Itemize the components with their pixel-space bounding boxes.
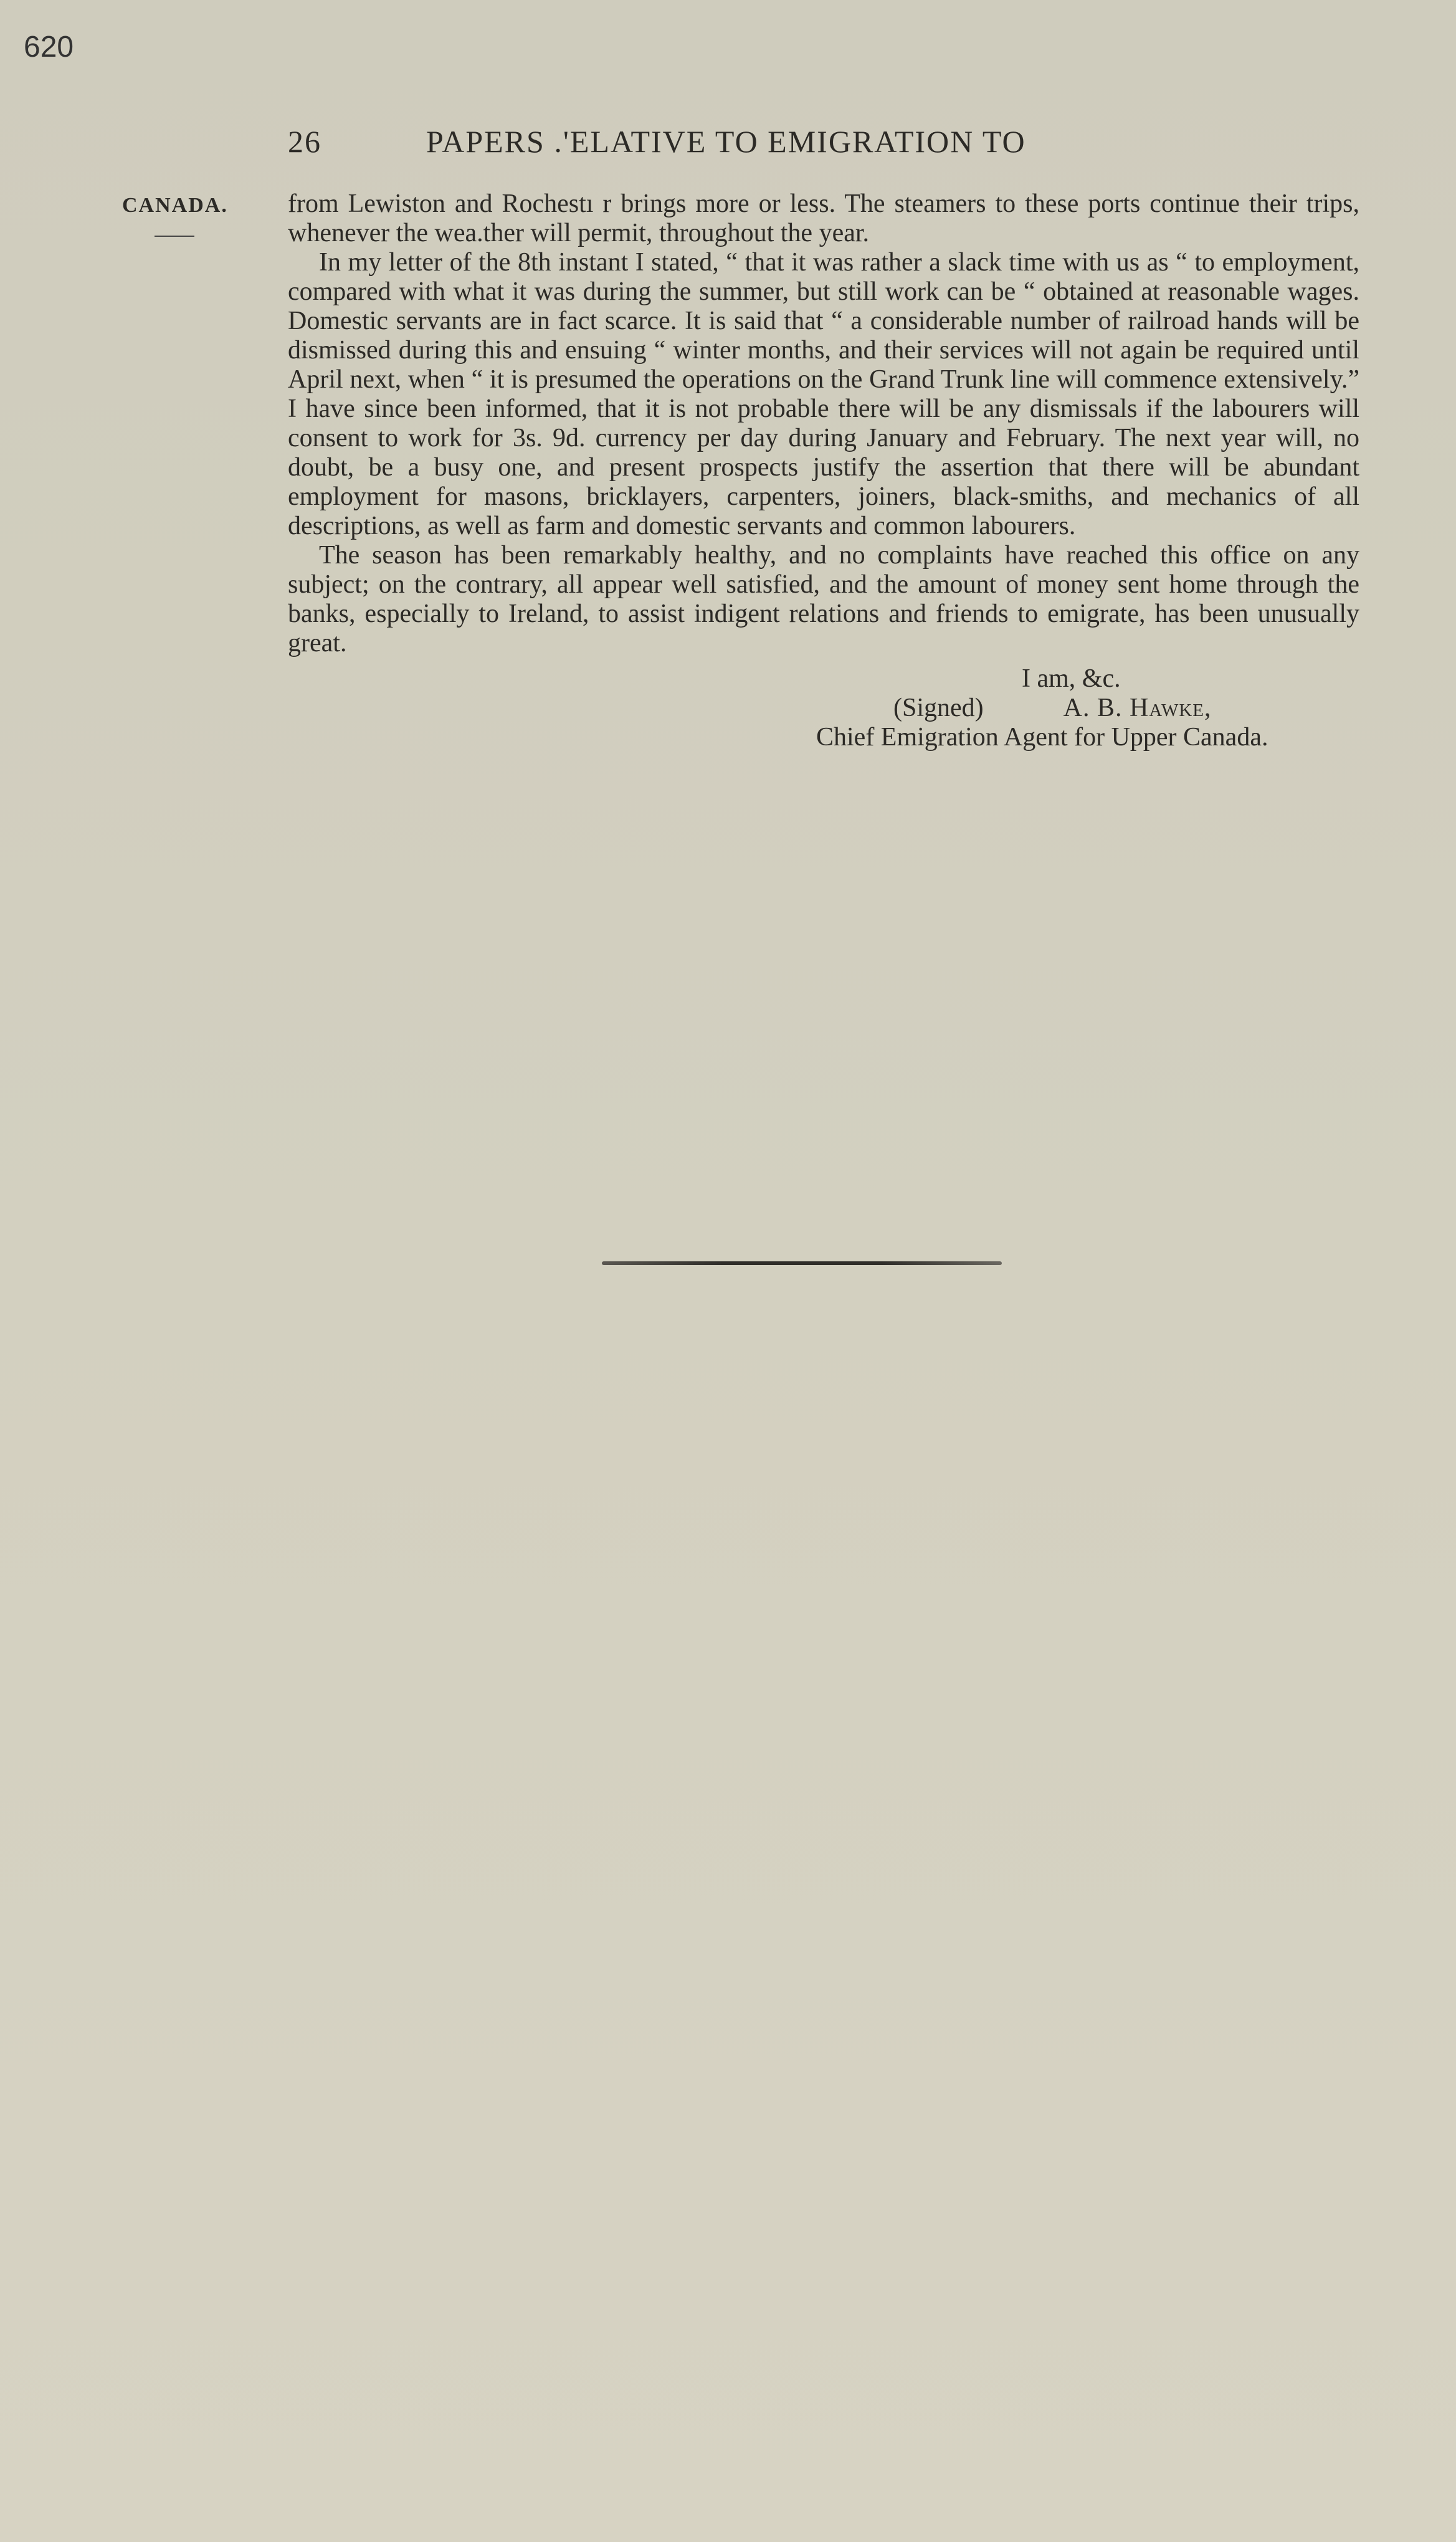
paragraph: The season has been remarkably healthy, and no complaints have reached this office on any subject; on the contrary, all appear well satisfied, and the amount of money sent home through the banks, especially to Ireland, to assist indigent relations and friends to emigrate, has been unusually great.	[288, 541, 1359, 657]
salutation: I am, &c.	[1022, 664, 1121, 693]
paragraph: In my letter of the 8th instant I stated, “ that it was rather a slack time with us as “ to employment, compared with what it was during the summer, but still work can be “ obtained at reasonable wages. Domestic servants are in fact scarce. It is said that “ a considerable number of railroad hands will be dismissed during this and ensuing “ winter months, and their services will not again be required until April next, when “ it is presumed the operations on the Grand Trunk line will commence extensively.” I have since been informed, that it is not probable there will be any dismissals if the labourers will consent to work for 3s. 9d. currency per day during January and February. The next year will, no doubt, be a busy one, and present prospects justify the assertion that there will be abundant employment for masons, bricklayers, carpenters, joiners, black-smiths, and mechanics of all descriptions, as well as farm and domestic servants and common labourers.	[288, 248, 1359, 540]
signatory-title: Chief Emigration Agent for Upper Canada.	[816, 723, 1268, 752]
signed-label: (Signed)	[893, 694, 984, 722]
page-number: 26	[288, 124, 321, 159]
running-head	[288, 123, 1026, 160]
margin-note-dash	[155, 236, 194, 237]
running-head-title: PAPERS .'ELATIVE TO EMIGRATION TO	[426, 124, 1026, 159]
body-text	[288, 189, 1359, 658]
scan-page-number: 620	[24, 31, 74, 64]
letter-closing	[748, 664, 1268, 752]
paragraph: from Lewiston and Rochestı r brings more or less. The steamers to these ports continue their trips, whenever the wea.ther will permit, throughout the year.	[288, 189, 1359, 247]
signatory-name: A. B. Hawke,	[1063, 694, 1212, 722]
margin-note: CANADA.	[122, 194, 228, 217]
signature-line	[893, 694, 1268, 723]
end-rule	[602, 1261, 1002, 1265]
